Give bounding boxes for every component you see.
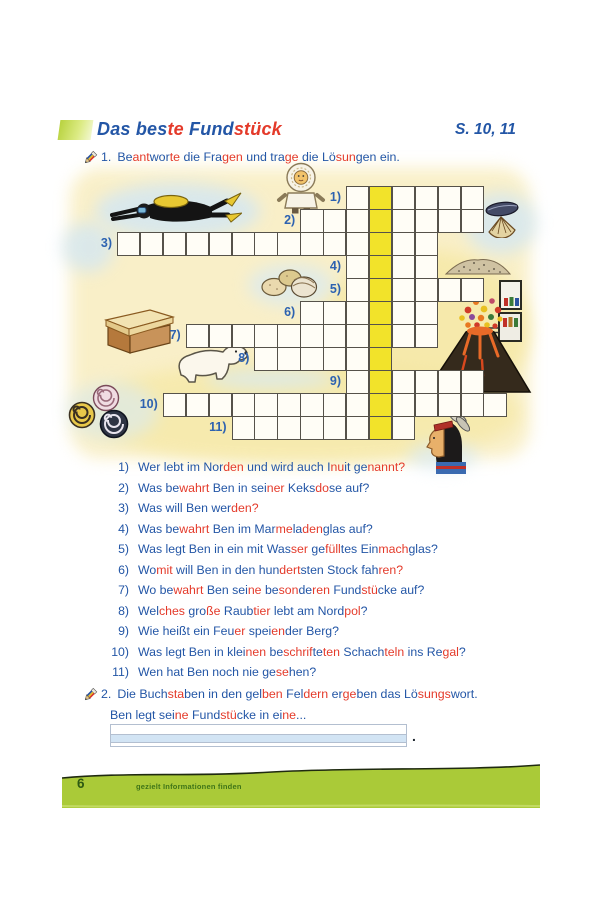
crossword-cell[interactable] (438, 370, 461, 394)
question-number: 10) (111, 644, 129, 659)
crossword-cell[interactable] (323, 232, 346, 256)
syllable-segment: Wel (138, 603, 159, 618)
syllable-segment: Schach (339, 644, 385, 659)
snail-shells-illustration (68, 384, 148, 440)
crossword-cell[interactable] (209, 232, 232, 256)
syllable-segment: Ben im Mar (209, 521, 276, 536)
page-number: 6 (77, 776, 85, 791)
writing-line-band (111, 734, 406, 743)
inuit-figure-illustration (272, 162, 330, 215)
crossword-cell[interactable] (323, 347, 346, 371)
question-number: 9) (118, 624, 129, 639)
crossword-cell[interactable] (254, 393, 277, 417)
syllable-segment: Was legt Ben in ein mit Was (138, 542, 291, 557)
syllable-segment: Be (117, 150, 133, 164)
crossword-cell[interactable] (415, 232, 438, 256)
syllable-segment: en (271, 624, 285, 639)
syllable-segment: Ben in sei (209, 480, 267, 495)
syllable-segment: ge (342, 687, 357, 701)
syllable-segment: ins Re (404, 644, 443, 659)
pencil-icon (82, 150, 98, 169)
question-item (85, 662, 545, 683)
syllable-segment: se auf? (328, 480, 370, 495)
crossword-cell[interactable] (415, 278, 438, 302)
crossword-cell[interactable] (140, 232, 163, 256)
syllable-segment: Fund (329, 583, 362, 598)
crossword-cell[interactable] (323, 324, 346, 348)
syllable-segment: ren? (378, 562, 404, 577)
crossword-cell[interactable] (346, 301, 369, 325)
syllable-segment: schrif (283, 644, 313, 659)
syllable-segment: pol (344, 603, 361, 618)
syllable-segment: Ben sei (203, 583, 248, 598)
syllable-segment: Was be (138, 480, 180, 495)
crossword-cell-yellow[interactable] (369, 255, 392, 279)
crossword-cell[interactable] (300, 301, 323, 325)
crossword-row-label: 7) (169, 327, 181, 342)
syllable-segment: glas auf? (322, 521, 373, 536)
syllable-segment: hen? (288, 665, 317, 680)
syllable-segment: ben in den gel (184, 687, 263, 701)
syllable-segment: be (266, 644, 284, 659)
syllable-segment: stück (233, 119, 282, 139)
syllable-segment: nen (245, 644, 267, 659)
question-text (138, 662, 316, 683)
syllable-segment: ge (284, 150, 299, 164)
syllable-segment: Was be (138, 521, 180, 536)
syllable-segment: ant (132, 150, 150, 164)
crossword-cell[interactable] (254, 347, 277, 371)
crossword-cell[interactable] (300, 232, 323, 256)
crossword-cell[interactable] (461, 393, 484, 417)
syllable-segment: te (169, 150, 181, 164)
crossword-row-label: 5) (329, 281, 341, 296)
crossword-row-label: 2) (284, 212, 296, 227)
pencil-icon (82, 687, 98, 706)
syllable-segment: Raub (220, 603, 254, 618)
crossword-cell[interactable] (323, 393, 346, 417)
crossword-cell[interactable] (186, 232, 209, 256)
crossword-cell[interactable] (346, 186, 369, 210)
crossword-cell[interactable] (461, 186, 484, 210)
crossword-cell[interactable] (415, 255, 438, 279)
crossword-cell[interactable] (415, 209, 438, 233)
answer-writing-line[interactable] (110, 724, 407, 747)
crossword-cell[interactable] (438, 393, 461, 417)
crossword-cell[interactable] (300, 324, 323, 348)
syllable-segment: dern (303, 687, 329, 701)
syllable-segment: wahrt (173, 583, 204, 598)
question-text (138, 642, 466, 663)
question-number: 4) (118, 521, 129, 536)
crossword-cell-yellow[interactable] (369, 393, 392, 417)
question-item (85, 621, 545, 642)
footer-label: gezielt Informationen finden (136, 782, 242, 791)
syllable-segment: gal (442, 644, 459, 659)
syllable-segment: dert (279, 562, 301, 577)
question-item (85, 539, 545, 560)
syllable-segment: do (315, 480, 329, 495)
mussel-shells-illustration (482, 200, 522, 238)
question-item (85, 457, 545, 478)
syllable-segment: de (298, 583, 313, 598)
syllable-segment: den (302, 521, 323, 536)
polar-bear-illustration (168, 341, 252, 389)
syllable-segment: ge (307, 542, 326, 557)
crossword-cell[interactable] (415, 370, 438, 394)
crossword-cell[interactable] (392, 301, 415, 325)
crossword-cell[interactable] (346, 393, 369, 417)
syllable-segment: wor (149, 150, 170, 164)
crossword-cell[interactable] (438, 186, 461, 210)
syllable-segment: cke auf? (377, 583, 425, 598)
crossword-cell[interactable] (300, 416, 323, 440)
syllable-segment: Keks (284, 480, 316, 495)
crossword-cell[interactable] (277, 416, 300, 440)
syllable-segment: wort. (450, 687, 478, 701)
syllable-segment: sun (335, 150, 356, 164)
scuba-diver-illustration (108, 188, 242, 236)
crossword-cell[interactable] (392, 278, 415, 302)
crossword-cell[interactable] (277, 347, 300, 371)
task-1-text (117, 150, 400, 164)
syllable-segment: Wer lebt im Nor (138, 460, 224, 474)
crossword-cell[interactable] (254, 232, 277, 256)
syllable-segment: mit (156, 562, 173, 577)
crossword-cell-yellow[interactable] (369, 278, 392, 302)
syllable-segment: ner (266, 480, 285, 495)
crossword-cell[interactable] (392, 186, 415, 210)
crossword-cell[interactable] (163, 393, 186, 417)
crossword-row-label: 8) (238, 350, 250, 365)
question-number: 7) (118, 583, 129, 598)
crossword-cell[interactable] (232, 416, 255, 440)
syllable-segment: will Ben in den hun (172, 562, 280, 577)
crossword-cell[interactable] (415, 324, 438, 348)
crossword-cell[interactable] (415, 393, 438, 417)
syllable-segment: ben (262, 687, 283, 701)
syllable-segment: ? (458, 644, 466, 659)
syllable-segment: wahrt (179, 521, 210, 536)
syllable-segment: Wie heißt ein Feu (138, 624, 235, 639)
syllable-segment: und tra (242, 150, 285, 164)
question-number: 1) (118, 460, 129, 474)
answer-period: . (412, 728, 416, 744)
crossword-cell[interactable] (415, 186, 438, 210)
crossword-cell[interactable] (186, 393, 209, 417)
crossword-row-label: 4) (329, 258, 341, 273)
crossword-cell[interactable] (300, 393, 323, 417)
syllable-segment: nannt? (367, 460, 406, 474)
crossword-cell[interactable] (392, 232, 415, 256)
question-item (85, 560, 545, 581)
question-text (138, 601, 368, 622)
crossword-cell[interactable] (209, 324, 232, 348)
syllable-segment: sungs (417, 687, 451, 701)
question-item (85, 519, 545, 540)
syllable-segment: glas? (408, 542, 438, 557)
syllable-segment: Ben legt sei (110, 708, 175, 722)
syllable-segment: spei (245, 624, 272, 639)
crossword-cell[interactable] (346, 347, 369, 371)
syllable-segment: er (328, 687, 343, 701)
syllable-segment: Was legt Ben in klei (138, 644, 246, 659)
syllable-segment: sten Stock fah (300, 562, 379, 577)
syllable-segment: Fund (188, 708, 221, 722)
title-accent-bar (58, 120, 94, 140)
question-text (138, 580, 424, 601)
syllable-segment: lebt am Nord (270, 603, 345, 618)
syllable-segment: son (278, 583, 299, 598)
task-1 (82, 150, 400, 169)
syllable-segment: ten (322, 644, 340, 659)
syllable-segment: den? (231, 501, 259, 516)
syllable-segment: gen (222, 150, 243, 164)
crossword-cell[interactable] (277, 232, 300, 256)
crossword-cell[interactable] (232, 393, 255, 417)
crossword-cell[interactable] (346, 370, 369, 394)
crossword-cell[interactable] (277, 393, 300, 417)
question-text (138, 621, 339, 642)
syllable-segment: teln (384, 644, 405, 659)
crossword-cell[interactable] (186, 324, 209, 348)
crossword-cell[interactable] (254, 416, 277, 440)
question-item (85, 498, 545, 519)
syllable-segment: ne (247, 583, 262, 598)
syllable-segment: be (261, 583, 279, 598)
footer-band (62, 763, 540, 809)
crossword-cell[interactable] (461, 278, 484, 302)
question-text (138, 519, 373, 540)
syllable-segment: te (167, 119, 184, 139)
crossword-cell-yellow[interactable] (369, 209, 392, 233)
crossword-cell[interactable] (346, 255, 369, 279)
syllable-segment: gro (184, 603, 207, 618)
syllable-segment: Das bes (97, 119, 168, 139)
task-2-number: 2. (101, 687, 112, 701)
syllable-segment: stü (220, 708, 237, 722)
syllable-segment: die Fra (180, 150, 223, 164)
crossword-cell[interactable] (323, 416, 346, 440)
syllable-segment: ße (206, 603, 221, 618)
crossword-cell[interactable] (483, 393, 506, 417)
crossword-row-label: 6) (284, 304, 296, 319)
crossword-cell[interactable] (415, 301, 438, 325)
syllable-segment: Fund (183, 119, 234, 139)
question-text (138, 498, 259, 519)
crossword-cell[interactable] (346, 278, 369, 302)
syllable-segment: Fel (282, 687, 304, 701)
crossword-cell-yellow[interactable] (369, 324, 392, 348)
syllable-segment: Die Buch (117, 687, 168, 701)
crossword-cell[interactable] (461, 370, 484, 394)
crossword-cell[interactable] (323, 209, 346, 233)
syllable-segment: Was will Ben wer (138, 501, 232, 516)
syllable-segment: die Lö (298, 150, 336, 164)
crossword-cell[interactable] (163, 232, 186, 256)
task-1-number: 1. (101, 150, 112, 164)
question-number: 11) (112, 665, 129, 680)
syllable-segment: füll (325, 542, 341, 557)
syllable-segment: Wen hat Ben noch nie ge (138, 665, 276, 680)
syllable-segment: den (223, 460, 244, 474)
question-text (138, 478, 369, 499)
crossword-row-label: 1) (329, 189, 341, 204)
syllable-segment: me (275, 521, 293, 536)
syllable-segment: la (292, 521, 303, 536)
syllable-segment: nu (330, 460, 345, 474)
question-item (85, 580, 545, 601)
question-item (85, 642, 545, 663)
task-2 (82, 687, 478, 706)
syllable-segment: Wo be (138, 583, 174, 598)
crossword-cell-yellow[interactable] (369, 416, 392, 440)
syllable-segment: Wo (138, 562, 157, 577)
question-number: 3) (118, 501, 129, 516)
crossword-cell[interactable] (392, 393, 415, 417)
question-text (138, 457, 405, 478)
syllable-segment: ben das Lö (356, 687, 418, 701)
syllable-segment: tier (253, 603, 271, 618)
syllable-segment: wahrt (179, 480, 210, 495)
crossword-cell[interactable] (438, 209, 461, 233)
task-2-sentence (110, 708, 306, 722)
syllable-segment: der Berg? (284, 624, 339, 639)
syllable-segment: it ge (344, 460, 368, 474)
syllable-segment: ne (282, 708, 297, 722)
question-text (138, 560, 403, 581)
question-list (85, 457, 545, 683)
question-number: 8) (118, 603, 129, 618)
crossword-cell-yellow[interactable] (369, 347, 392, 371)
crossword-cell[interactable] (117, 232, 140, 256)
crossword-cell[interactable] (232, 232, 255, 256)
syllable-segment: gen ein. (355, 150, 400, 164)
crossword-row-label: 3) (100, 235, 112, 250)
syllable-segment: mach (378, 542, 409, 557)
syllable-segment: ches (158, 603, 185, 618)
question-item (85, 601, 545, 622)
crossword-row-label: 11) (209, 419, 227, 434)
question-number: 2) (118, 480, 129, 495)
syllable-segment: te (312, 644, 323, 659)
syllable-segment: ren (312, 583, 330, 598)
crossword-row-label: 10) (139, 396, 158, 411)
question-text (138, 539, 438, 560)
crossword-cell[interactable] (300, 209, 323, 233)
task-2-text (117, 687, 477, 701)
crossword-cell[interactable] (392, 255, 415, 279)
page-title (97, 119, 282, 140)
syllable-segment: ne (174, 708, 189, 722)
syllable-segment: se (275, 665, 289, 680)
syllable-segment: ser (290, 542, 308, 557)
crossword-cell-yellow[interactable] (369, 370, 392, 394)
question-item (85, 478, 545, 499)
crossword-cell[interactable] (323, 301, 346, 325)
syllable-segment: cke in ei (236, 708, 283, 722)
crossword-row-label: 9) (329, 373, 341, 388)
crossword-cell[interactable] (461, 209, 484, 233)
crossword-cell-yellow[interactable] (369, 232, 392, 256)
crossword-cell[interactable] (392, 370, 415, 394)
crossword-cell[interactable] (346, 232, 369, 256)
syllable-segment: und wird auch I (243, 460, 331, 474)
syllable-segment: er (234, 624, 246, 639)
crossword-cell[interactable] (300, 347, 323, 371)
crossword-cell-yellow[interactable] (369, 301, 392, 325)
syllable-segment: stü (361, 583, 378, 598)
crossword-cell[interactable] (277, 324, 300, 348)
crossword-cell[interactable] (346, 416, 369, 440)
syllable-segment: tes Ein (340, 542, 379, 557)
question-number: 6) (118, 562, 129, 577)
crossword-cell[interactable] (438, 278, 461, 302)
page-reference: S. 10, 11 (455, 121, 516, 138)
crossword-cell[interactable] (232, 324, 255, 348)
crossword-cell[interactable] (392, 209, 415, 233)
syllable-segment: ? (360, 603, 368, 618)
question-number: 5) (118, 542, 129, 557)
crossword-cell[interactable] (392, 324, 415, 348)
crossword-cell-yellow[interactable] (369, 186, 392, 210)
crossword-cell[interactable] (254, 324, 277, 348)
syllable-segment: sta (167, 687, 185, 701)
crossword-cell[interactable] (346, 209, 369, 233)
crossword-cell[interactable] (209, 393, 232, 417)
sand-pile-illustration (444, 252, 512, 277)
syllable-segment: ... (296, 708, 307, 722)
crossword-cell[interactable] (392, 416, 415, 440)
crossword-cell[interactable] (346, 324, 369, 348)
